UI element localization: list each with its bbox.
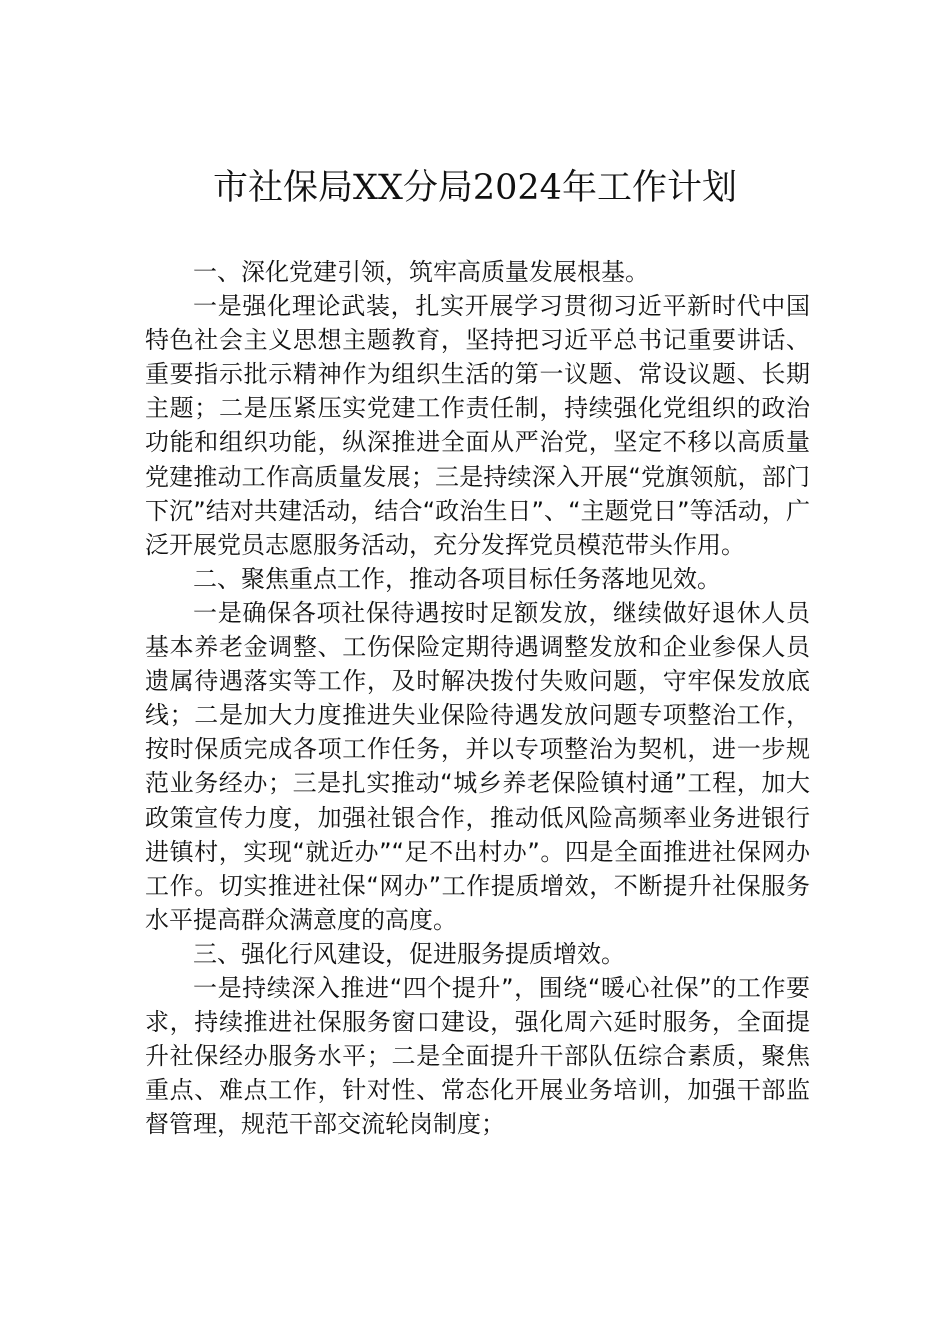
document-body [145, 255, 810, 1141]
body-paragraph-1: 一是强化理论武装，扎实开展学习贯彻习近平新时代中国特色社会主义思想主题教育，坚持把习近平总书记重要讲话、重要指示批示精神作为组织生活的第一议题、常设议题、长期主题；二是压紧压实党建工作责任制，持续强化党组织的政治功能和组织功能，纵深推进全面从严治党，坚定不移以高质量党建推动工作高质量发展；三是持续深入开展“党旗领航，部门下沉”结对共建活动，结合“政治生日”、“主题党日”等活动，广泛开展党员志愿服务活动，充分发挥党员模范带头作用。 [145, 292, 810, 559]
section-heading-3: 三、强化行风建设，促进服务提质增效。 [193, 939, 625, 968]
section-heading-1: 一、深化党建引领，筑牢高质量发展根基。 [193, 258, 649, 286]
section-heading-2: 二、聚焦重点工作，推动各项目标任务落地见效。 [193, 564, 721, 593]
body-paragraph-3: 一是持续深入推进“四个提升”，围绕“暖心社保”的工作要求，持续推进社保服务窗口建设，强化周六延时服务，全面提升社保经办服务水平；二是全面提升干部队伍综合素质，聚焦重点、难点工作，针对性、常态化开展业务培训，加强干部监督管理，规范干部交流轮岗制度； [145, 973, 810, 1139]
document-title: 市社保局XX分局2024年工作计划 [213, 168, 737, 208]
body-paragraph-2: 一是确保各项社保待遇按时足额发放，继续做好退休人员基本养老金调整、工伤保险定期待遇调整发放和企业参保人员遗属待遇落实等工作，及时解决拨付失败问题，守牢保发放底线；二是加大力度推进失业保险待遇发放问题专项整治工作，按时保质完成各项工作任务，并以专项整治为契机，进一步规范业务经办；三是扎实推动“城乡养老保险镇村通”工程，加大政策宣传力度，加强社银合作，推动低风险高频率业务进银行进镇村，实现“就近办”“足不出村办”。四是全面推进社保网办工作。切实推进社保“网办”工作提质增效，不断提升社保服务水平提高群众满意度的高度。 [145, 598, 810, 934]
